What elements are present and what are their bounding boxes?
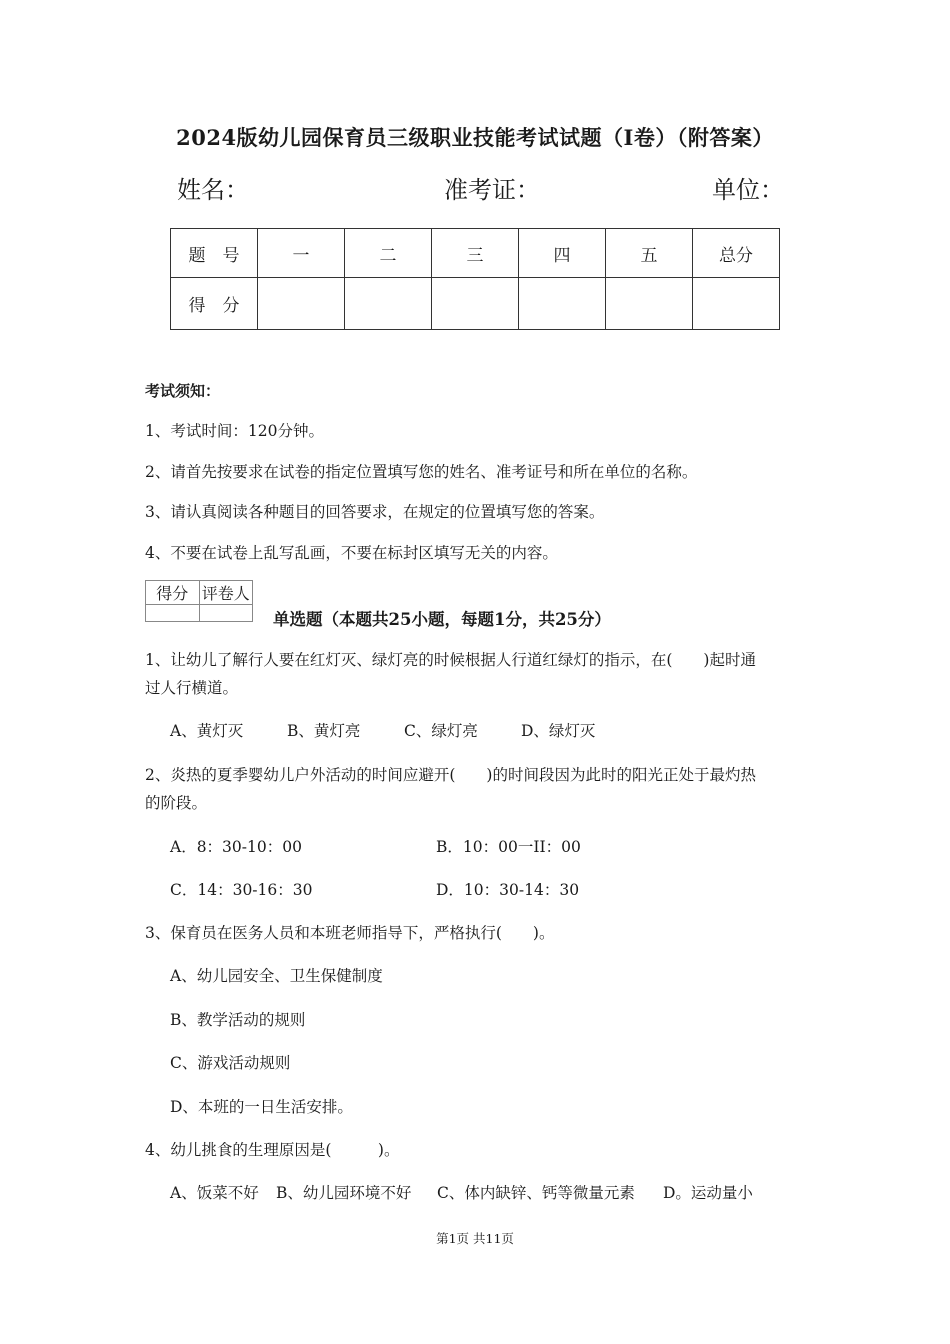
question-4-option-a[interactable]: A、饭菜不好: [170, 1184, 259, 1202]
question-4-option-c[interactable]: C、体内缺锌、钙等微量元素: [437, 1184, 635, 1202]
grader-score-entry[interactable]: [146, 605, 200, 622]
section-title: 单选题（本题共25小题，每题1分，共25分）: [273, 610, 611, 629]
notice-item: 2、请首先按要求在试卷的指定位置填写您的姓名、准考证号和所在单位的名称。: [145, 463, 698, 481]
question-3-option-d[interactable]: D、本班的一日生活安排。: [170, 1098, 353, 1116]
score-table-header-row: [171, 229, 780, 278]
grader-name-label: 评卷人: [199, 581, 253, 605]
question-2-text-cont: 的阶段。: [145, 794, 208, 812]
question-2-option-c[interactable]: C．14：30-16：30: [170, 881, 313, 899]
notice-heading: 考试须知：: [145, 382, 221, 400]
question-1-option-c[interactable]: C、绿灯亮: [404, 722, 478, 740]
question-1-text: 1、让幼儿了解行人要在红灯灭、绿灯亮的时候根据人行道红绿灯的指示，在( )起时通: [145, 651, 756, 669]
score-entry-cell[interactable]: [432, 278, 519, 330]
question-3-option-b[interactable]: B、教学活动的规则: [170, 1011, 306, 1029]
score-entry-cell[interactable]: [258, 278, 345, 330]
notice-item: 1、考试时间：120分钟。: [145, 422, 324, 440]
unit-field-label: 单位：: [712, 176, 784, 204]
score-table-cell: 题 号: [171, 229, 258, 278]
question-1-option-a[interactable]: A、黄灯灭: [170, 722, 244, 740]
question-2-text: 2、炎热的夏季婴幼儿户外活动的时间应避开( )的时间段因为此时的阳光正处于最灼热: [145, 766, 756, 784]
grader-box: [145, 580, 253, 622]
score-row-label: 得 分: [171, 278, 258, 330]
grader-score-label: 得分: [146, 581, 200, 605]
question-2-option-d[interactable]: D．10：30-14：30: [436, 881, 580, 899]
score-table-cell: 三: [432, 229, 519, 278]
question-4-option-d[interactable]: D。运动量小: [663, 1184, 753, 1202]
name-field-label: 姓名：: [177, 176, 249, 204]
question-3-option-c[interactable]: C、游戏活动规则: [170, 1054, 291, 1072]
question-1-option-b[interactable]: B、黄灯亮: [287, 722, 361, 740]
notice-item: 4、不要在试卷上乱写乱画，不要在标封区填写无关的内容。: [145, 544, 558, 562]
score-table-cell: 二: [345, 229, 432, 278]
question-2-option-b[interactable]: B．10：00一II：00: [436, 838, 581, 856]
grader-name-entry[interactable]: [199, 605, 253, 622]
exam-id-field-label: 准考证：: [444, 176, 540, 204]
question-3-text: 3、保育员在医务人员和本班老师指导下，严格执行( )。: [145, 924, 555, 942]
question-3-option-a[interactable]: A、幼儿园安全、卫生保健制度: [170, 967, 383, 985]
notice-item: 3、请认真阅读各种题目的回答要求，在规定的位置填写您的答案。: [145, 503, 605, 521]
score-table-cell: 四: [519, 229, 606, 278]
question-1-text-cont: 过人行横道。: [145, 679, 239, 697]
score-table-cell: 一: [258, 229, 345, 278]
score-table: [170, 228, 780, 330]
score-entry-cell[interactable]: [345, 278, 432, 330]
document-title: 2024版幼儿园保育员三级职业技能考试试题（I卷）（附答案）: [176, 125, 774, 150]
score-entry-cell[interactable]: [693, 278, 780, 330]
score-table-score-row: [171, 278, 780, 330]
score-table-cell: 五: [606, 229, 693, 278]
question-4-option-b[interactable]: B、幼儿园环境不好: [276, 1184, 412, 1202]
score-table-cell: 总分: [693, 229, 780, 278]
question-2-option-a[interactable]: A．8：30-10：00: [170, 838, 302, 856]
question-4-text: 4、幼儿挑食的生理原因是( )。: [145, 1141, 400, 1159]
score-entry-cell[interactable]: [519, 278, 606, 330]
question-1-option-d[interactable]: D、绿灯灭: [521, 722, 596, 740]
page-footer: 第1页 共11页: [436, 1231, 514, 1246]
score-entry-cell[interactable]: [606, 278, 693, 330]
